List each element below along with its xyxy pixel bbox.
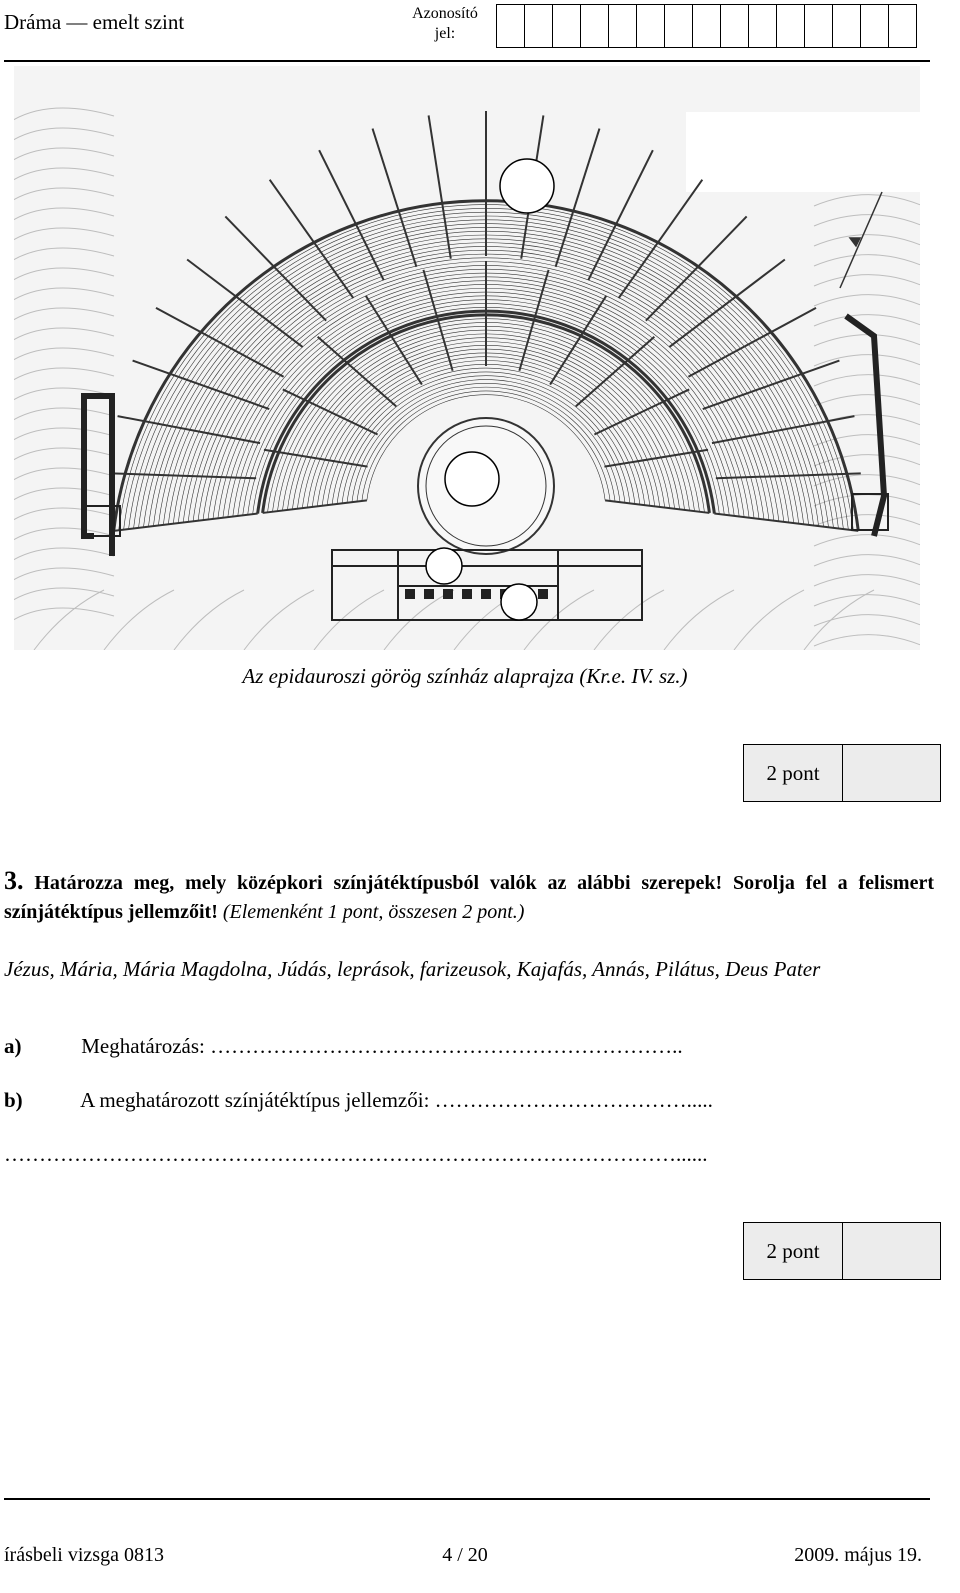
id-code-cell[interactable] (721, 4, 749, 48)
score-label: 2 pont (744, 1223, 843, 1279)
column (539, 590, 547, 598)
column (444, 590, 452, 598)
id-label (404, 4, 486, 44)
theatre-floor-plan-image (14, 66, 920, 650)
answer-field-b[interactable]: ………………………………..... (434, 1088, 713, 1112)
id-code-cell[interactable] (525, 4, 553, 48)
score-entry-field[interactable] (843, 1223, 940, 1279)
id-code-cell[interactable] (805, 4, 833, 48)
id-label-line1: Azonosító (412, 5, 478, 22)
figure-caption: Az epidauroszi görög színház alaprajza (Kr.e. IV. sz.) (242, 664, 688, 688)
id-code-cell[interactable] (861, 4, 889, 48)
figure-blank-patch (686, 112, 920, 192)
id-code-cell[interactable] (553, 4, 581, 48)
label-circle-2 (445, 452, 499, 506)
score-entry-field[interactable] (843, 745, 940, 801)
answer-row-a (4, 1034, 683, 1059)
id-code-cell[interactable] (777, 4, 805, 48)
score-label: 2 pont (744, 745, 843, 801)
label-circle-3 (426, 548, 462, 584)
id-code-cell[interactable] (889, 4, 917, 48)
score-box (743, 744, 941, 802)
roles-list: Jézus, Mária, Mária Magdolna, Júdás, leprások, farizeusok, Kajafás, Annás, Pilátus, Deus Pater (4, 957, 821, 981)
page-header-title: Dráma — emelt szint (4, 10, 185, 34)
id-code-cell[interactable] (833, 4, 861, 48)
label-circle-1 (500, 159, 554, 213)
footer-divider (4, 1498, 930, 1500)
question-text: Határozza meg, mely középkori színjátéktípusból valók az alábbi szerepek! Sorolja fel a felismert színjátéktípus jellemzőit! (4, 872, 934, 923)
column (406, 590, 414, 598)
answer-row-b (4, 1088, 713, 1113)
id-code-cell[interactable] (581, 4, 609, 48)
column (482, 590, 490, 598)
id-code-cell[interactable] (609, 4, 637, 48)
answer-label: A meghatározott színjátéktípus jellemzői: (80, 1088, 430, 1112)
id-code-grid[interactable] (496, 4, 917, 48)
header-divider (4, 60, 930, 62)
question-number: 3. (4, 866, 24, 895)
answer-field-b-continued[interactable]: ……………………………………………………………………………………...... (4, 1142, 708, 1166)
column (463, 590, 471, 598)
footer-exam-code: írásbeli vizsga 0813 (4, 1544, 164, 1566)
answer-label: Meghatározás: (81, 1034, 205, 1058)
column (425, 590, 433, 598)
id-code-cell[interactable] (749, 4, 777, 48)
score-box (743, 1222, 941, 1280)
answer-letter: a) (4, 1034, 22, 1058)
id-code-cell[interactable] (665, 4, 693, 48)
footer-page-number: 4 / 20 (442, 1544, 488, 1566)
id-label-line2: jel: (434, 25, 456, 42)
label-circle-4 (501, 584, 537, 620)
answer-letter: b) (4, 1088, 23, 1112)
footer-date: 2009. május 19. (794, 1544, 922, 1566)
question-instruction: (Elemenként 1 pont, összesen 2 pont.) (222, 901, 525, 923)
id-code-cell[interactable] (637, 4, 665, 48)
question-3 (4, 866, 934, 927)
id-code-cell[interactable] (693, 4, 721, 48)
id-code-cell[interactable] (497, 4, 525, 48)
answer-field-a[interactable]: ………………………………………………………….. (210, 1034, 683, 1058)
